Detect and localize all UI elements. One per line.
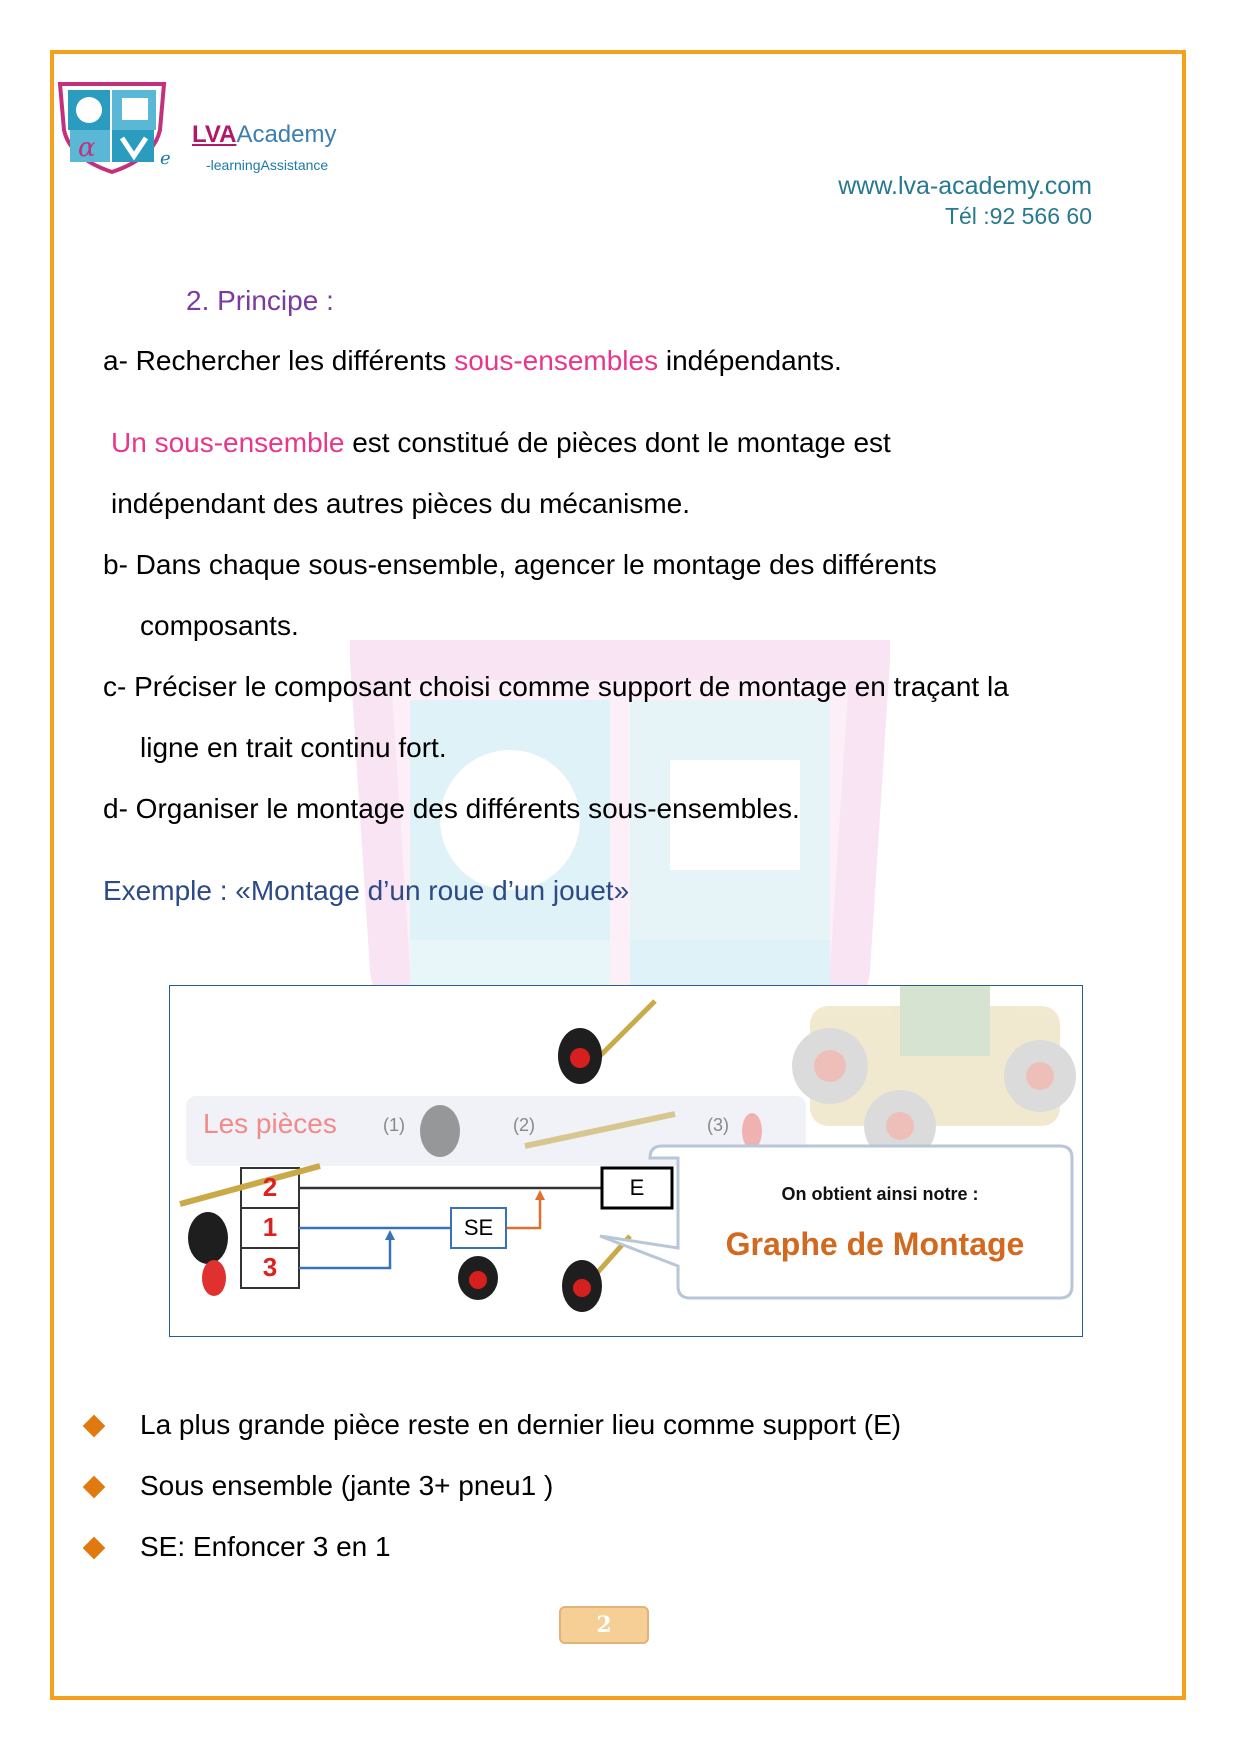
part1-label: (1): [383, 1115, 405, 1135]
section-heading: 2. Principe :: [186, 285, 334, 316]
definition-line-2: indépendant des autres pièces du mécanisme.: [111, 488, 691, 519]
box-3-label: 3: [262, 1252, 278, 1282]
brand-rest: Academy: [236, 121, 337, 148]
phone-number: Tél :92 566 60: [944, 203, 1092, 229]
bullet-item-3: SE: Enfoncer 3 en 1: [140, 1531, 391, 1562]
item-a-highlight: sous-ensembles: [454, 345, 659, 376]
item-c-line-1: c- Préciser le composant choisi comme support de montage en traçant la: [103, 671, 1009, 702]
svg-text:α: α: [78, 133, 96, 163]
academy-logo: [56, 80, 168, 175]
brand-bold: LVA: [192, 121, 237, 148]
parts-label: Les pièces: [203, 1108, 337, 1139]
item-a: [103, 345, 842, 377]
figure-drawing: [170, 986, 1083, 1337]
line-se-to-e: [505, 1196, 540, 1228]
box-2-label: 2: [262, 1172, 278, 1202]
page-number: 2: [559, 1606, 649, 1644]
definition-line-1: [111, 427, 891, 459]
item-b-line-2: composants.: [140, 610, 299, 641]
bullet-item-2: Sous ensemble (jante 3+ pneu1 ): [140, 1470, 554, 1501]
item-a-suffix: indépendants.: [658, 345, 842, 376]
se-label: SE: [463, 1215, 494, 1240]
part1-tire-icon: [420, 1105, 460, 1157]
definition-rest: est constitué de pièces dont le montage est: [344, 427, 891, 458]
bullet-item-1: La plus grande pièce reste en dernier lieu comme support (E): [140, 1409, 902, 1440]
example-title: Exemple : «Montage d’un roue d’un jouet»: [103, 875, 630, 906]
part2-label: (2): [513, 1115, 535, 1135]
tire-left-image: [188, 1212, 228, 1264]
assembly-figure: [169, 985, 1083, 1337]
item-b-line-1: b- Dans chaque sous-ensemble, agencer le montage des différents: [103, 549, 937, 580]
item-d: d- Organiser le montage des différents sous-ensembles.: [103, 793, 800, 824]
item-c-line-2: ligne en trait continu fort.: [140, 732, 447, 763]
brand-e: e: [160, 148, 171, 169]
brand-name: [192, 121, 336, 149]
e-label: E: [629, 1175, 645, 1200]
rim-left-image: [202, 1260, 226, 1296]
callout-big-text: Graphe de Montage: [725, 1226, 1025, 1262]
item-a-prefix: a- Rechercher les différents: [103, 345, 455, 376]
part3-rim-icon: [742, 1113, 762, 1149]
box-1-label: 1: [262, 1212, 278, 1242]
part3-label: (3): [707, 1115, 729, 1135]
website-url[interactable]: www.lva-academy.com: [838, 172, 1092, 200]
definition-highlight: Un sous-ensemble: [111, 427, 345, 458]
brand-subtitle: -learningAssistance: [206, 157, 329, 173]
toy-car-image: [792, 986, 1076, 1162]
line-part3-to-se: [299, 1236, 390, 1268]
callout-small-text: On obtient ainsi notre :: [781, 1184, 979, 1204]
